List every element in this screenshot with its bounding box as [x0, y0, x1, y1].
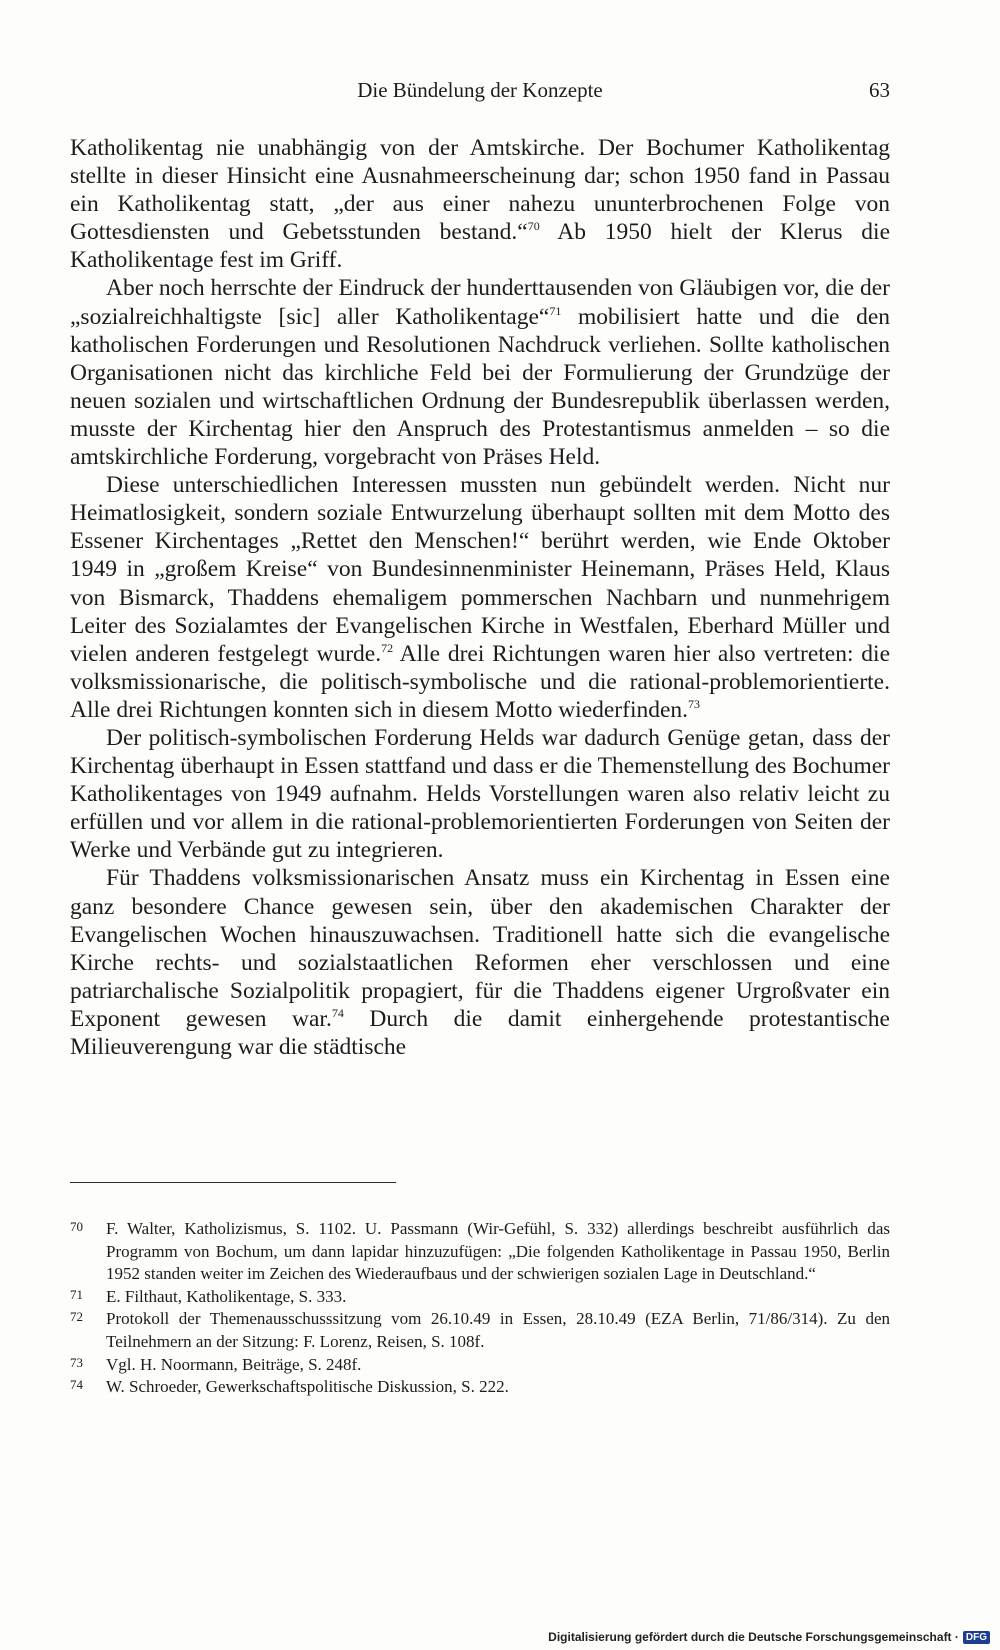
footnote-number: 70 [70, 1219, 83, 1234]
footnote-text: Protokoll der Themenausschusssitzung vom 26.10.49 in Essen, 28.10.49 (EZA Berlin, 71/86/314). Zu den Teilnehmern an der Sitzung: F. Lorenz, Reisen, S. 108f. [106, 1309, 890, 1351]
footnote-72 [70, 1308, 890, 1353]
body-text [70, 134, 890, 1061]
footnote-73 [70, 1354, 890, 1377]
footnote-ref-71: 71 [549, 303, 562, 318]
footnote-ref-72: 72 [381, 640, 394, 655]
paragraph-3: Diese unterschiedlichen Interessen mussten nun gebündelt werden. Nicht nur Heimatlosigkeit, sondern soziale Entwurzelung überhaupt sollten mit dem Motto des Essener Kirchentages „Rettet den Menschen!“ berührt werden, wie Ende Oktober 1949 in „großem Kreise“ von Bundesinnenminister Heinemann, Präses Held, Klaus von Bismarck, Thaddens ehemaligem pommerschen Nachbarn und nunmehrigem Leiter des Sozialamtes der Evangelischen Kirche in Westfalen, Eberhard Müller und vielen anderen festgelegt wurde.$^{72}$ Alle drei Richtungen waren hier also vertreten: die volksmissionarische, die politisch-symbolische und die rational-problemorientierte. Alle drei Richtungen konnten sich in diesem Motto wiederfinden.$^{73}$ [70, 472, 890, 723]
footnote-number: 73 [70, 1354, 83, 1370]
footnote-number: 74 [70, 1377, 83, 1393]
footnote-text: Vgl. H. Noormann, Beiträge, S. 248f. [106, 1354, 362, 1374]
footnote-text: F. Walter, Katholizismus, S. 1102. U. Passmann (Wir-Gefühl, S. 332) allerdings beschreibt ausführlich das Programm von Bochum, um dann lapidar hinzuzufügen: „Die folgenden Katholikentage in Passau 1950, Berlin 1952 standen weiter im Zeichen des Wiederaufbaus und der schwierigen sozialen Lage in Deutschland.“ [106, 1219, 890, 1284]
running-title: Die Bündelung der Konzepte [357, 78, 603, 102]
credit-text: Digitalisierung gefördert durch die Deutsche Forschungsgemeinschaft · [548, 1630, 959, 1644]
footnote-number: 71 [70, 1286, 83, 1302]
footnote-74 [70, 1376, 890, 1399]
footnote-text: W. Schroeder, Gewerkschaftspolitische Diskussion, S. 222. [106, 1377, 509, 1397]
paragraph-1: Katholikentag nie unabhängig von der Amtskirche. Der Bochumer Katholikentag stellte in dieser Hinsicht eine Ausnahmeerscheinung dar; schon 1950 fand in Passau ein Katholikentag statt, „der aus einer nahezu ununterbrochenen Folge von Gottesdiensten und Gebetsstunden bestand.“$^{70}$ Ab 1950 hielt der Klerus die Katholikentage fest im Griff. [70, 135, 891, 274]
page-header [70, 78, 890, 108]
footnote-text: E. Filthaut, Katholikentage, S. 333. [106, 1286, 347, 1306]
paragraph-5: Für Thaddens volksmissionarischen Ansatz muss ein Kirchentag in Essen eine ganz besondere Chance gewesen sein, über den akademischen Charakter der Evangelischen Wochen hinauszuwachsen. Traditionell hatte sich die evangelische Kirche rechts- und sozialstaatlichen Reformen eher verschlossen und eine patriarchalische Sozialpolitik propagiert, für die Thaddens eigener Urgroßvater ein Exponent gewesen war.$^{74}$ Durch die damit einhergehende protestantische Milieuverengung war die städtische [70, 865, 890, 1060]
footnote-ref-70: 70 [527, 219, 540, 234]
footnotes [70, 1218, 890, 1399]
footnote-ref-73: 73 [688, 696, 701, 711]
paragraph-2: Aber noch herrschte der Eindruck der hunderttausenden von Gläubigen vor, die der „sozialreichhaltigste [sic] aller Katholikentage“$^{71}$ mobilisiert hatte und die den katholischen Forderungen und Resolutionen Nachdruck verliehen. Sollte katholischen Organisationen nicht das kirchliche Feld bei der Formulierung der Grundzüge der neuen sozialen und wirtschaftlichen Ordnung der Bundesrepublik überlassen werden, musste der Kirchentag hier den Anspruch des Protestantismus anmelden – so die amtskirchliche Forderung, vorgebracht von Präses Held. [70, 275, 890, 471]
footnote-71 [70, 1286, 890, 1309]
paragraph-4: Der politisch-symbolischen Forderung Helds war dadurch Genüge getan, dass der Kirchentag überhaupt in Essen stattfand und dass er die Themenstellung des Bochumer Katholikentages von 1949 aufnahm. Helds Vorstellungen waren also relativ leicht zu erfüllen und vor allem in die rational-problemorientierten Forderungen von Seiten der Werke und Verbände gut zu integrieren. [70, 724, 890, 864]
dfg-logo: DFG [963, 1631, 990, 1644]
footnote-separator [70, 1182, 396, 1183]
page-number: 63 [869, 78, 890, 102]
digitization-credit [548, 1630, 990, 1644]
footnote-70 [70, 1218, 890, 1286]
footnote-ref-74: 74 [331, 1005, 344, 1020]
footnote-number: 72 [70, 1309, 83, 1325]
